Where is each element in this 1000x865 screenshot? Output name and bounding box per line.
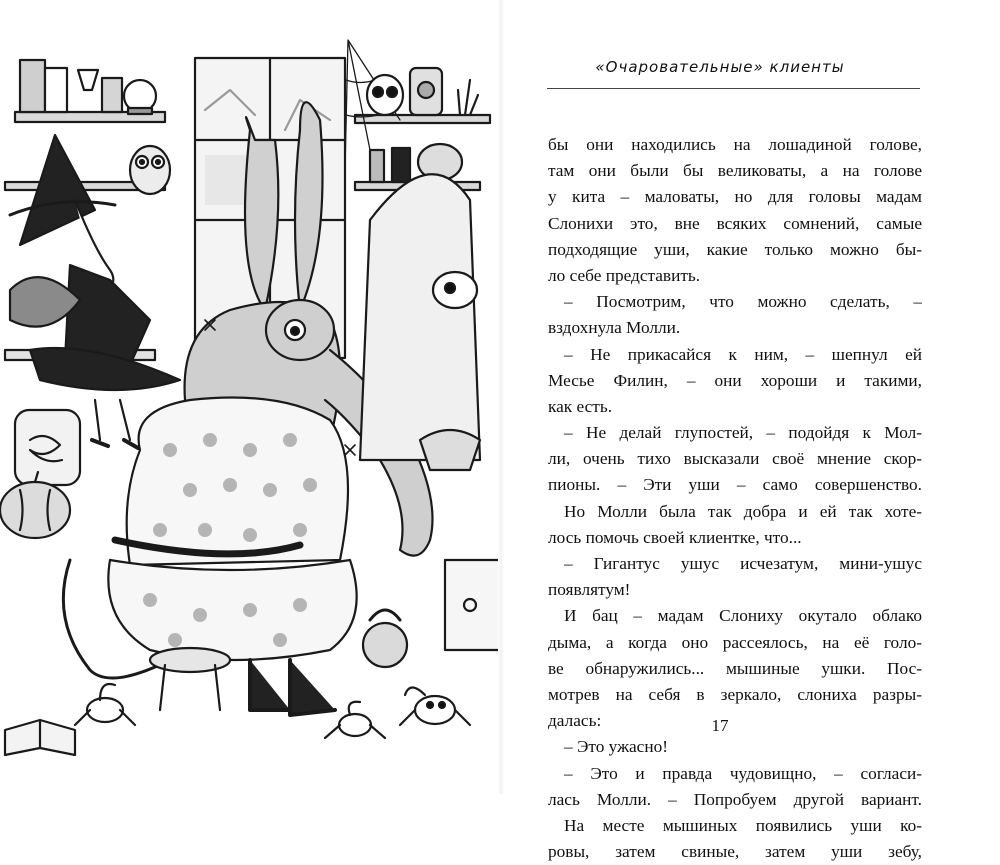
open-book: [5, 720, 75, 755]
scorpion-mid: [325, 702, 385, 738]
text-line: На месте мышиных появились уши ко-: [564, 815, 922, 835]
running-head: «Очаровательные» клиенты: [595, 58, 845, 76]
page-number: 17: [711, 716, 729, 735]
text-line: как есть.: [548, 396, 613, 416]
text-line: мотрев на себя в зеркало, слониха разры-: [548, 684, 922, 704]
text-line: – Не прикасайся к ним, – шепнул ей: [564, 344, 922, 364]
text-line: ли, очень тихо высказали своё мнение скор-: [548, 449, 922, 469]
shelf-items-left: [20, 60, 156, 114]
text-line: пионы. – Эти уши – само совершенство.: [548, 475, 922, 495]
text-line: подходящие уши, какие только можно бы-: [548, 239, 922, 259]
jar: [15, 410, 80, 485]
header-rule: [547, 88, 920, 89]
text-line: лось помочь своей клиентке, что...: [548, 527, 802, 547]
text-line: ве обнаружились... мышиные ушки. Пос-: [548, 658, 922, 678]
left-page: [0, 0, 500, 794]
text-line: ло себе представить.: [548, 265, 701, 285]
text-line: лась Молли. – Попробуем другой вариант.: [548, 789, 922, 809]
text-line: дыма, а когда оно рассеялось, на её голо-: [548, 632, 922, 652]
text-line: – Это и правда чудовищно, – согласи-: [564, 763, 922, 783]
right-page: [520, 0, 940, 862]
text-line: ровы, затем свиные, затем уши зебу,: [548, 842, 922, 862]
body-text: [548, 132, 922, 865]
text-line: далась:: [548, 711, 602, 731]
kettlebell: [363, 610, 407, 667]
text-line: появлятум!: [548, 580, 631, 600]
text-line: Слонихи это, вне всяких сомнений, самые: [548, 213, 922, 233]
owl-figure: [130, 146, 170, 194]
text-line: И бац – мадам Слониху окутало облако: [564, 606, 922, 626]
text-line: – Гигантус ушус исчезатум, мини-ушус: [564, 554, 922, 573]
gutter: [498, 0, 504, 794]
scorpion-right: [400, 688, 470, 726]
text-line: Но Молли была так добра и ей так хоте-: [564, 501, 922, 521]
shelf-items-right: [367, 68, 478, 182]
cabinet: [445, 560, 500, 650]
text-line: там они были бы великоваты, а на голове: [548, 161, 922, 181]
text-line: – Это ужасно!: [564, 737, 668, 757]
text-line: Месье Филин, – они хороши и такими,: [548, 370, 922, 390]
mirror: [360, 174, 480, 470]
scorpion-left: [75, 684, 135, 725]
text-line: – Посмотрим, что можно сделать, –: [564, 292, 922, 312]
text-line: вздохнула Молли.: [548, 318, 681, 338]
illustration: [0, 20, 500, 780]
text-line: – Не делай глупостей, – подойдя к Мол-: [564, 423, 922, 443]
text-line: у кита – маловаты, но для головы мадам: [548, 187, 922, 207]
text-line: бы они находились на лошадиной голове,: [548, 135, 922, 154]
stool: [150, 648, 230, 710]
